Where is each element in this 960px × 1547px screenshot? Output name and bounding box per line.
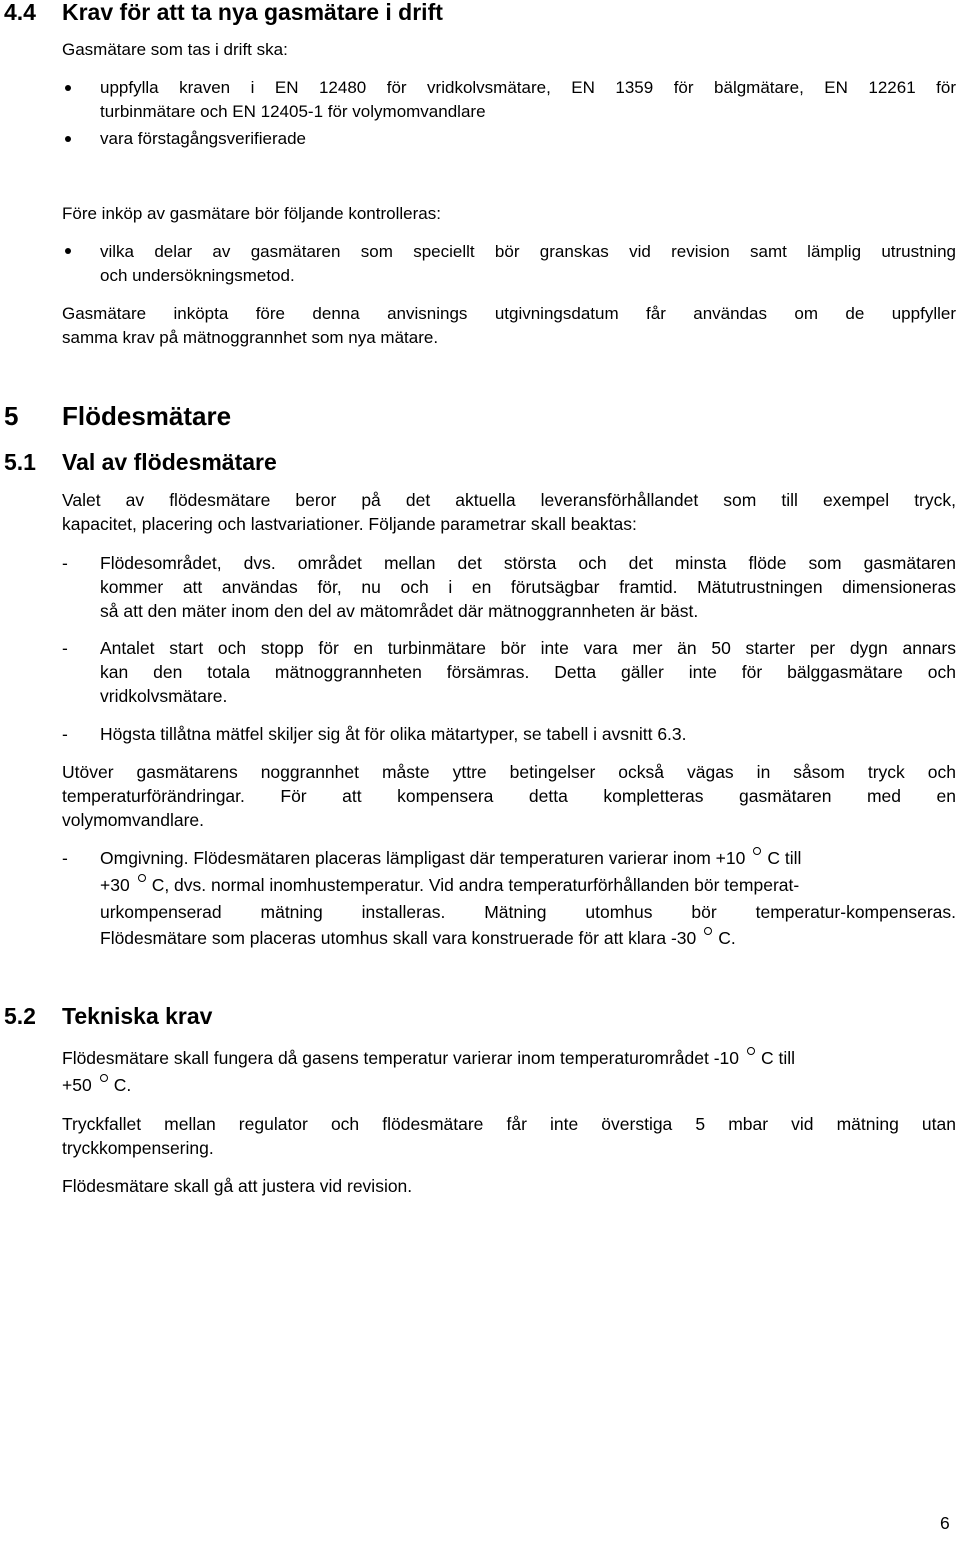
section-5-2-number: 5.2	[4, 1003, 36, 1029]
check-intro: Före inköp av gasmätare bör följande kontrolleras:	[62, 204, 441, 223]
conditions-line1: Utöver gasmätarens noggrannhet måste yttre betingelser också vägas in såsom tryck och	[62, 762, 956, 782]
degree-icon	[138, 874, 146, 882]
section-5-1-number: 5.1	[4, 449, 36, 475]
max-error-line: Högsta tillåtna mätfel skiljer sig åt för olika mätartyper, se tabell i avsnitt 6.3.	[100, 724, 687, 744]
environment-line1-text: Omgivning. Flödesmätaren placeras lämpligast där temperaturen varierar inom +10	[100, 848, 746, 868]
flow-range-line3: så att den mäter inom den del av mätområdet där mätnoggrannheten är bäst.	[100, 601, 699, 621]
bullet-icon	[65, 136, 71, 142]
check-bullet-line2: och undersökningsmetod.	[100, 266, 295, 285]
environment-line1-unit: C till	[767, 848, 802, 868]
dash-bullet: -	[62, 553, 68, 573]
degree-icon	[704, 927, 712, 935]
section-5-number: 5	[4, 401, 19, 431]
section-5-2-title: Tekniska krav	[62, 1003, 213, 1029]
environment-line2-text: C, dvs. normal inomhustemperatur. Vid andra temperaturförhållanden bör temperat-	[151, 875, 800, 895]
page-number: 6	[940, 1513, 950, 1533]
flow-range-line2: kommer att användas för, nu och i en förutsägbar framtid. Mätutrustningen dimensioneras	[100, 577, 956, 597]
section-5-title: Flödesmätare	[62, 401, 232, 431]
environment-line2	[100, 873, 799, 897]
choice-paragraph-line1: Valet av flödesmätare beror på det aktuella leveransförhållandet som till exempel tryck,	[62, 490, 956, 510]
environment-line1	[100, 846, 801, 870]
old-meters-line1: Gasmätare inköpta före denna anvisnings utgivningsdatum får användas om de uppfyller	[62, 304, 956, 323]
pressure-drop-line1: Tryckfallet mellan regulator och flödesmätare får inte överstiga 5 mbar vid mätning utan	[62, 1114, 956, 1134]
dash-bullet: -	[62, 848, 68, 868]
technical-temp-text: Flödesmätare skall fungera då gasens temperatur varierar inom temperaturområdet -10	[62, 1048, 739, 1068]
technical-temp-unit2: C.	[113, 1075, 132, 1095]
section-4-4-title: Krav för att ta nya gasmätare i drift	[62, 0, 443, 25]
flow-range-line1: Flödesområdet, dvs. området mellan det största och det minsta flöde som gasmätaren	[100, 553, 956, 573]
environment-line4-unit: C.	[718, 928, 736, 948]
choice-paragraph-line2: kapacitet, placering och lastvariationer. Följande parametrar skall beaktas:	[62, 514, 637, 534]
old-meters-line2: samma krav på mätnoggrannhet som nya mätare.	[62, 328, 439, 347]
degree-icon	[747, 1047, 755, 1055]
dash-bullet: -	[62, 724, 68, 744]
pressure-drop-line2: tryckkompensering.	[62, 1138, 214, 1158]
section-4-4-number: 4.4	[4, 0, 36, 25]
section-5-1-title: Val av flödesmätare	[62, 449, 277, 475]
bullet-icon	[65, 248, 71, 254]
section-4-4-intro: Gasmätare som tas i drift ska:	[62, 40, 288, 59]
conditions-line2: temperaturförändringar. För att kompensera detta kompletteras gasmätaren med en	[62, 786, 956, 806]
adjustable-line: Flödesmätare skall gå att justera vid revision.	[62, 1176, 413, 1196]
environment-line3: urkompenserad mätning installeras. Mätning utomhus bör temperatur-kompenseras.	[100, 902, 956, 922]
environment-line4	[100, 926, 736, 950]
degree-icon	[753, 847, 761, 855]
environment-line4-text: Flödesmätare som placeras utomhus skall vara konstruerade för att klara -30	[100, 928, 697, 948]
bullet-verified: vara förstagångsverifierade	[100, 129, 307, 148]
start-stop-line2: kan den totala mätnoggrannheten försämras. Detta gäller inte för bälggasmätare och	[100, 662, 956, 682]
bullet-icon	[65, 85, 71, 91]
check-bullet-line1: vilka delar av gasmätaren som speciellt bör granskas vid revision samt lämplig utrustning	[100, 242, 956, 261]
technical-temp-line2	[62, 1073, 131, 1097]
start-stop-line1: Antalet start och stopp för en turbinmätare bör inte vara mer än 50 starter per dygn annars	[100, 638, 956, 658]
dash-bullet: -	[62, 638, 68, 658]
technical-temp-value: +50	[62, 1075, 92, 1095]
bullet-standards-line1: uppfylla kraven i EN 12480 för vridkolvsmätare, EN 1359 för bälgmätare, EN 12261 för	[100, 78, 956, 97]
technical-temp-line1	[62, 1046, 795, 1070]
degree-icon	[100, 1074, 108, 1082]
environment-line2-value: +30	[100, 875, 130, 895]
technical-temp-unit: C till	[761, 1048, 796, 1068]
start-stop-line3: vridkolvsmätare.	[100, 686, 228, 706]
bullet-standards-line2: turbinmätare och EN 12405-1 för volymomvandlare	[100, 102, 486, 121]
conditions-line3: volymomvandlare.	[62, 810, 204, 830]
